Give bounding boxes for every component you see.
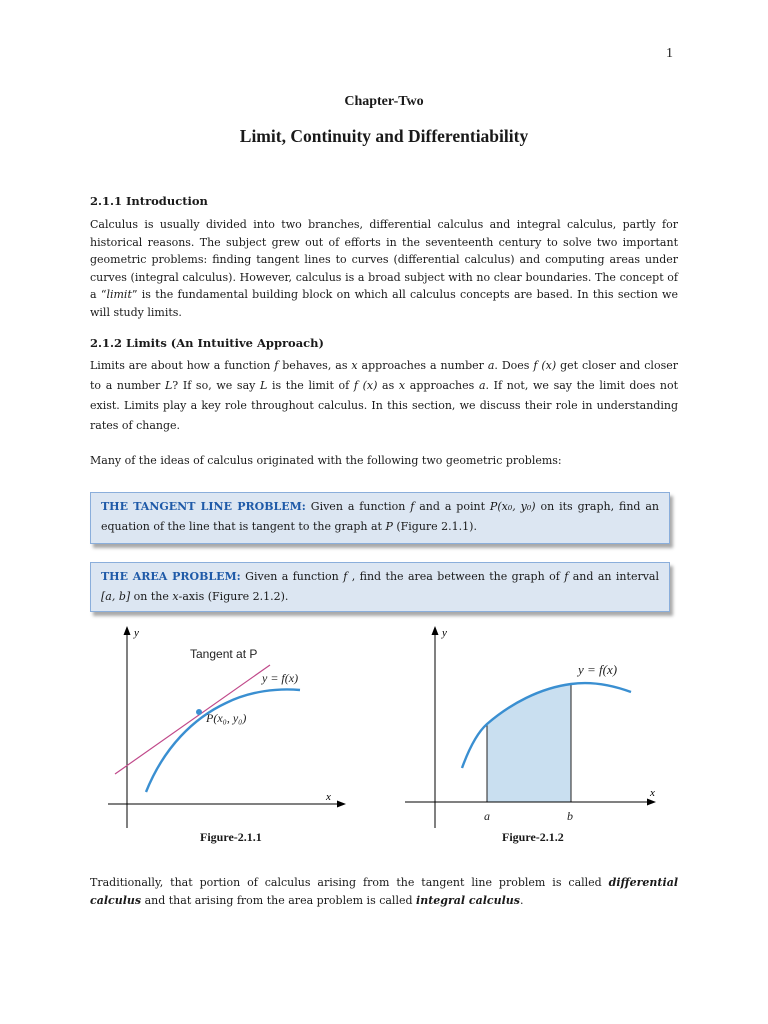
tangent-problem-box: [90, 492, 670, 544]
figure-area-under-curve: [400, 622, 670, 832]
closing-paragraph: Traditionally, that portion of calculus arising from the tangent line problem is called differential calculus and that arising from the area problem is called integral calculus.: [90, 876, 678, 907]
fig2-b-label: b: [567, 809, 573, 823]
fig2-y-label: y: [442, 627, 447, 639]
figure2-caption: Figure-2.1.2: [502, 830, 564, 844]
area-problem-box: [90, 562, 670, 612]
chapter-title: Limit, Continuity and Differentiability: [239, 126, 529, 146]
limits-section: [90, 336, 678, 470]
differential-calculus-term: differential calculus: [90, 876, 678, 907]
fig2-curve-label: y = f(x): [578, 662, 618, 677]
limits-paragraph: Limits are about how a function f behaves, as x approaches a number a. Does f (x) get closer and closer to a number L? If so, we say L is the limit of f (x) as x approaches a. If not, we say the limit does not exist. Limits play a key role throughout calculus. In this section, we discuss their role in understanding rates of change.: [90, 359, 678, 432]
fig2-shaded-area: [487, 684, 571, 802]
fig1-x-arrow: [337, 801, 346, 808]
tangent-problem-text: THE TANGENT LINE PROBLEM: Given a function f and a point P(x₀, y₀) on its graph, find an equation of the line that is tangent to the graph at P (Figure 2.1.1).: [101, 500, 660, 533]
figure1-caption: Figure-2.1.1: [200, 830, 262, 844]
closing-section: [90, 874, 678, 909]
fig1-tangent-label: Tangent at P: [190, 647, 258, 661]
fig2-x-arrow: [647, 799, 656, 806]
fig1-tangent-line: [115, 665, 270, 774]
limit-word: limit: [106, 288, 132, 301]
intro-paragraph: Calculus is usually divided into two branches, differential calculus and integral calculus, partly for historical reasons. The subject grew out of efforts in the seventeenth century to solve two important geometric problems: finding tangent lines to curves (differential calculus) and computing areas under curves (integral calculus). However, calculus is a broad subject with no clear boundaries. The concept of a “limit” is the fundamental building block on which all calculus concepts are based. In this section we will study limits.: [90, 218, 678, 319]
intro-heading: 2.1.1 Introduction: [90, 194, 208, 208]
fig1-y-arrow: [124, 626, 131, 635]
problems-intro: Many of the ideas of calculus originated with the following two geometric problems:: [90, 454, 562, 467]
fig2-x-label: x: [650, 787, 655, 799]
fig1-curve-label: y = f(x): [262, 671, 299, 685]
limits-heading: 2.1.2 Limits (An Intuitive Approach): [90, 336, 324, 350]
fig1-point-label: P(x₀, y₀): [206, 711, 247, 725]
fig2-y-arrow: [432, 626, 439, 635]
figure-tangent-line: [100, 622, 360, 832]
fig1-point-p: [196, 709, 202, 715]
fig2-a-label: a: [484, 809, 490, 823]
integral-calculus-term: integral calculus: [416, 893, 520, 907]
intro-section: [90, 194, 678, 321]
fig1-y-label: y: [134, 627, 139, 639]
fig1-x-label: x: [326, 791, 331, 803]
page-number: 1: [666, 46, 673, 61]
chapter-label: Chapter-Two: [344, 94, 424, 109]
fig1-curve: [146, 689, 300, 792]
area-problem-text: THE AREA PROBLEM: Given a function f , find the area between the graph of f and an interval [a, b] on the x-axis (Figure 2.1.2).: [101, 570, 659, 603]
